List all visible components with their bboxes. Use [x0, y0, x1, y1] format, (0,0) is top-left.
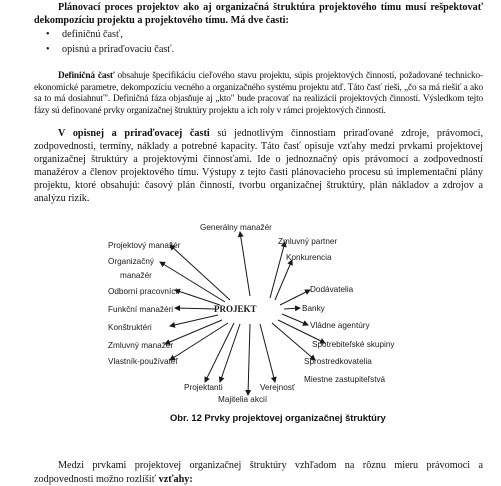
description-body: sú jednotlivým činnostiam priraďované zdroje, právomoci, zodpovednosti, termíny, náklady a potrebné kapacity. Táto časť opisuje vzťahy medzi prvkami projektovej organizačnej štruktúry a projektovými činnosťami. Ide o jednoznačný opis právomocí a zodpovedností manažérov a členov projektového tímu. Výstupy z tejto časti plánovacieho procesu sú implementační plány projektu, ktoré obsahujú: časový plán činností, tvorbu organizačnej štruktúry, plán nákladov a zdrojov a analýzu rizík.: [34, 128, 483, 204]
label-generalny: Generálny manažér: [200, 223, 272, 232]
list-item-text: opisnú a priraďovaciu časť.: [62, 44, 175, 55]
label-projektanti: Projektanti: [184, 383, 223, 392]
label-organizacny-1: Organizačný: [108, 257, 154, 266]
label-konstrukteri: Konštruktéri: [108, 323, 152, 332]
diagram-svg: [100, 220, 410, 410]
label-sprostredkovatelia: Sprostredkovatelia: [304, 357, 372, 366]
bullet-marker: •: [46, 29, 50, 40]
closing-bold: vzťahy:: [158, 473, 193, 485]
definition-term: Definičná časť: [58, 71, 115, 81]
list-item: [34, 27, 174, 42]
label-projekt-center: PROJEKT: [214, 304, 257, 314]
description-term: V opisnej a priraďovacej časti: [58, 128, 210, 139]
label-zmluvny-partner: Zmluvný partner: [278, 237, 338, 246]
label-banky: Banky: [302, 304, 325, 313]
organization-diagram: [100, 220, 410, 415]
list-item-text: definičnú časť,: [62, 29, 123, 40]
label-projektovy: Projektový manažér: [108, 241, 181, 250]
label-konkurencia: Konkurencia: [286, 253, 332, 262]
figure-caption: Obr. 12 Prvky projektovej organizačnej štruktúry: [170, 412, 386, 423]
label-spotrebitelske: Spotrebiteľské skupiny: [312, 340, 395, 349]
label-vladne: Vládne agentúry: [310, 321, 370, 330]
label-odborni: Odborní pracovníci: [108, 287, 178, 296]
intro-paragraph: Plánovací proces projektov ako aj organizačná štruktúra projektového tímu musí rešpektovať dekompozíciu projektu a projektového tímu. Má dve časti:: [34, 2, 483, 26]
label-organizacny-2: manažér: [120, 271, 152, 280]
label-dodavatelia: Dodávatelia: [310, 285, 354, 294]
label-miestne: Miestne zastupiteľstvá: [304, 375, 386, 384]
definition-body: obsahuje špecifikáciu cieľového stavu projektu, súpis projektových činností, požadované technicko-ekonomické parametre, dekompozíciu vecného a organizačného systému projektu atď. Táto časť rieši, „čo sa má riešiť a ako sa to má dosiahnuť". Definičná fáza objasňuje aj „kto" bude pracovať na realizácii projektových činností. Výsledkom tejto fázy sú definované prvky organizačnej štruktúry projektu a ich roly v rámci projektových činností.: [34, 71, 483, 117]
definition-paragraph: [34, 71, 483, 118]
label-majitelia: Majitelia akcií: [218, 395, 268, 404]
list-item: [34, 42, 174, 57]
description-paragraph: [34, 128, 483, 205]
closing-paragraph: [34, 459, 483, 486]
label-zmluvny-manazer: Zmluvný manažér: [108, 341, 174, 350]
label-verejnost: Verejnosť: [260, 383, 295, 392]
closing-body: Medzi prvkami projektovej organizačnej štruktúry vzhľadom na rôznu mieru právomoci a zodpovednosti možno rozlíšiť: [34, 460, 483, 485]
bullet-marker: •: [46, 44, 50, 55]
label-funkcni: Funkční manažéri: [108, 305, 174, 314]
parts-list: [34, 27, 174, 57]
label-vlastnik: Vlastník-používateľ: [108, 357, 178, 366]
